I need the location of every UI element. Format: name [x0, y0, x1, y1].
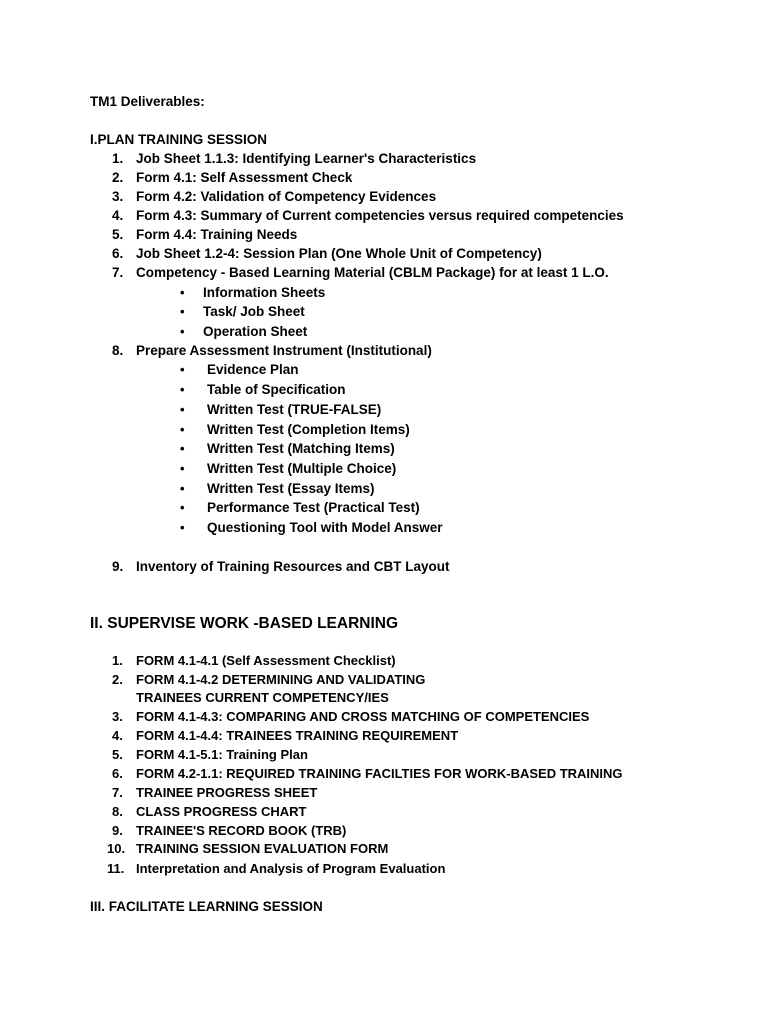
list-item-number: 1.: [112, 151, 124, 166]
bullet-icon: •: [180, 461, 185, 476]
list-item-text: Job Sheet 1.1.3: Identifying Learner's Characteristics: [136, 151, 477, 166]
list-item-text: FORM 4.1-4.2 DETERMINING AND VALIDATING: [136, 672, 426, 687]
list-item-number: 2.: [112, 672, 123, 687]
bullet-text: Table of Specification: [207, 382, 346, 397]
list-item-number: 9.: [112, 559, 124, 574]
list-item-text: FORM 4.1-4.4: TRAINEES TRAINING REQUIREMENT: [136, 728, 459, 743]
bullet-text: Written Test (Matching Items): [207, 441, 395, 456]
list-item-text: FORM 4.1-5.1: Training Plan: [136, 747, 308, 762]
bullet-icon: •: [180, 422, 185, 437]
document-title: TM1 Deliverables:: [90, 94, 205, 109]
list-item-number: 4.: [112, 208, 124, 223]
list-item-text: Prepare Assessment Instrument (Institutional): [136, 343, 432, 358]
list-item-number: 10.: [107, 841, 126, 856]
bullet-icon: •: [180, 402, 185, 417]
bullet-icon: •: [180, 500, 185, 515]
list-item-number: 11.: [107, 861, 125, 876]
list-item-number: 9.: [112, 823, 123, 838]
list-item-number: 8.: [112, 804, 123, 819]
bullet-icon: •: [180, 362, 185, 377]
list-item-number: 3.: [112, 709, 123, 724]
section-2-heading: II. SUPERVISE WORK -BASED LEARNING: [90, 615, 399, 632]
list-item-text: FORM 4.1-4.1 (Self Assessment Checklist): [136, 653, 396, 668]
bullet-icon: •: [180, 304, 185, 319]
bullet-text: Performance Test (Practical Test): [207, 500, 420, 515]
list-item-text: TRAINEE PROGRESS SHEET: [136, 785, 318, 800]
list-item-number: 5.: [112, 747, 123, 762]
bullet-text: Written Test (Essay Items): [207, 481, 375, 496]
list-item-text: Form 4.2: Validation of Competency Evidences: [136, 189, 437, 204]
bullet-text: Task/ Job Sheet: [203, 304, 305, 319]
section-3-heading: III. FACILITATE LEARNING SESSION: [90, 899, 323, 914]
list-item-number: 6.: [112, 766, 123, 781]
list-item-number: 5.: [112, 227, 124, 242]
bullet-icon: •: [180, 481, 185, 496]
list-item-text: Form 4.1: Self Assessment Check: [136, 170, 353, 185]
list-item-number: 7.: [112, 785, 123, 800]
list-item-number: 7.: [112, 265, 124, 280]
bullet-icon: •: [180, 441, 185, 456]
bullet-text: Written Test (Multiple Choice): [207, 461, 397, 476]
bullet-text: Information Sheets: [203, 285, 326, 300]
list-item-number: 4.: [112, 728, 123, 743]
bullet-text: Written Test (TRUE-FALSE): [207, 402, 382, 417]
list-item-text: Interpretation and Analysis of Program Evaluation: [136, 861, 446, 876]
list-item-text: Form 4.4: Training Needs: [136, 227, 298, 242]
list-item-text: FORM 4.1-4.3: COMPARING AND CROSS MATCHING OF COMPETENCIES: [136, 709, 590, 724]
bullet-icon: •: [180, 324, 185, 339]
list-item-text: Job Sheet 1.2-4: Session Plan (One Whole Unit of Competency): [136, 246, 542, 261]
list-item-number: 3.: [112, 189, 124, 204]
list-item-text: TRAINEES CURRENT COMPETENCY/IES: [136, 690, 389, 705]
list-item-text: CLASS PROGRESS CHART: [136, 804, 307, 819]
list-item-number: 2.: [112, 170, 124, 185]
bullet-text: Evidence Plan: [207, 362, 299, 377]
list-item-number: 8.: [112, 343, 124, 358]
bullet-icon: •: [180, 520, 185, 535]
list-item-text: FORM 4.2-1.1: REQUIRED TRAINING FACILTIES FOR WORK-BASED TRAINING: [136, 766, 623, 781]
list-item-text: TRAINING SESSION EVALUATION FORM: [136, 841, 389, 856]
list-item-text: Competency - Based Learning Material (CBLM Package) for at least 1 L.O.: [136, 265, 609, 280]
list-item-text: Form 4.3: Summary of Current competencies versus required competencies: [136, 208, 624, 223]
list-item-text: Inventory of Training Resources and CBT Layout: [136, 559, 450, 574]
bullet-text: Questioning Tool with Model Answer: [207, 520, 443, 535]
list-item-number: 1.: [112, 653, 123, 668]
bullet-text: Operation Sheet: [203, 324, 308, 339]
section-1-heading: I.PLAN TRAINING SESSION: [90, 132, 268, 147]
bullet-icon: •: [180, 382, 185, 397]
list-item-number: 6.: [112, 246, 124, 261]
bullet-icon: •: [180, 285, 185, 300]
list-item-text: TRAINEE'S RECORD BOOK (TRB): [136, 823, 347, 838]
bullet-text: Written Test (Completion Items): [207, 422, 410, 437]
